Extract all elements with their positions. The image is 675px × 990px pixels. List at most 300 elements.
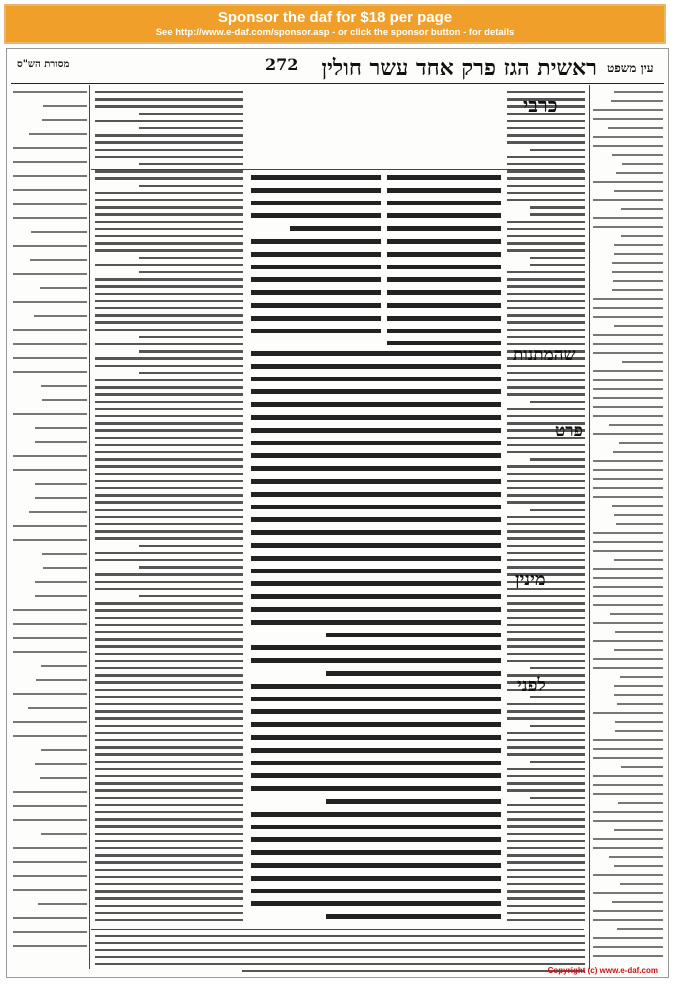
text-line — [507, 854, 585, 856]
text-line — [13, 637, 87, 639]
text-line — [95, 689, 243, 691]
text-line — [251, 402, 501, 407]
masoret-hashas-header: מסורת הש"ס — [17, 59, 70, 70]
text-line — [593, 316, 663, 318]
text-line — [621, 235, 663, 237]
text-line — [251, 428, 501, 433]
text-line — [95, 307, 243, 309]
text-line — [95, 703, 243, 705]
text-line — [95, 963, 585, 965]
text-line — [507, 710, 585, 712]
text-line — [251, 569, 501, 574]
text-line — [387, 213, 501, 218]
text-line — [95, 876, 243, 878]
text-line — [95, 825, 243, 827]
text-line — [95, 494, 243, 496]
text-line — [139, 257, 243, 259]
gemara-text — [251, 349, 501, 925]
text-line — [251, 175, 381, 180]
text-line — [507, 545, 585, 547]
text-line — [13, 245, 87, 247]
text-line — [13, 525, 87, 527]
text-line — [593, 946, 663, 948]
text-line — [251, 889, 501, 894]
text-line — [251, 850, 501, 855]
text-line — [593, 955, 663, 957]
text-line — [40, 287, 87, 289]
text-line — [95, 141, 243, 143]
text-line — [593, 847, 663, 849]
text-line — [612, 154, 663, 156]
text-line — [614, 649, 663, 651]
text-line — [35, 497, 87, 499]
text-line — [614, 865, 663, 867]
text-line — [507, 552, 585, 554]
text-line — [95, 717, 243, 719]
text-line — [13, 805, 87, 807]
text-line — [507, 271, 585, 273]
text-line — [95, 949, 585, 951]
text-line — [13, 931, 87, 933]
text-line — [13, 329, 87, 331]
text-line — [507, 321, 585, 323]
text-line — [608, 127, 663, 129]
text-line — [139, 163, 243, 165]
text-line — [593, 568, 663, 570]
text-line — [614, 829, 663, 831]
text-line — [593, 181, 663, 183]
text-line — [530, 213, 585, 215]
text-line — [95, 509, 243, 511]
text-line — [251, 252, 381, 257]
text-line — [530, 401, 585, 403]
text-line — [34, 315, 87, 317]
text-line — [95, 357, 243, 359]
text-divider — [91, 929, 584, 930]
text-line — [614, 244, 663, 246]
text-line — [139, 595, 243, 597]
text-line — [620, 883, 663, 885]
text-line — [507, 530, 585, 532]
text-line — [387, 265, 501, 270]
header-rule — [11, 83, 664, 84]
text-line — [507, 228, 585, 230]
text-line — [95, 725, 243, 727]
text-line — [507, 249, 585, 251]
text-line — [95, 883, 243, 885]
text-line — [13, 651, 87, 653]
text-line — [593, 739, 663, 741]
text-line — [507, 753, 585, 755]
text-line — [593, 622, 663, 624]
text-line — [95, 386, 243, 388]
text-line — [95, 552, 243, 554]
text-line — [13, 917, 87, 919]
text-line — [507, 660, 585, 662]
text-line — [530, 761, 585, 763]
text-line — [251, 825, 501, 830]
text-line — [612, 262, 663, 264]
text-line — [13, 819, 87, 821]
text-line — [95, 393, 243, 395]
text-line — [13, 861, 87, 863]
text-line — [593, 550, 663, 552]
text-line — [95, 573, 243, 575]
text-line — [507, 199, 585, 201]
text-line — [507, 473, 585, 475]
text-line — [507, 703, 585, 705]
text-line — [507, 624, 585, 626]
text-line — [593, 892, 663, 894]
text-line — [13, 175, 87, 177]
text-line — [95, 905, 243, 907]
text-line — [95, 530, 243, 532]
text-line — [530, 149, 585, 151]
text-line — [621, 766, 663, 768]
text-line — [507, 127, 585, 129]
text-line — [42, 553, 87, 555]
text-line — [507, 897, 585, 899]
text-line — [507, 775, 585, 777]
text-line — [251, 415, 501, 420]
text-line — [387, 239, 501, 244]
text-line — [95, 408, 243, 410]
text-line — [616, 172, 663, 174]
text-line — [614, 685, 663, 687]
text-line — [95, 609, 243, 611]
tosafot-column — [95, 89, 243, 927]
text-line — [139, 336, 243, 338]
text-line — [612, 901, 663, 903]
text-line — [42, 119, 87, 121]
text-line — [593, 406, 663, 408]
text-line — [139, 127, 243, 129]
text-line — [507, 732, 585, 734]
text-line — [507, 609, 585, 611]
text-line — [507, 516, 585, 518]
text-line — [251, 466, 501, 471]
text-line — [507, 919, 585, 921]
text-line — [593, 415, 663, 417]
text-line — [530, 206, 585, 208]
text-line — [614, 253, 663, 255]
text-line — [139, 185, 243, 187]
text-line — [41, 665, 87, 667]
text-line — [95, 617, 243, 619]
text-line — [593, 910, 663, 912]
text-line — [13, 735, 87, 737]
text-line — [242, 970, 585, 972]
text-line — [593, 352, 663, 354]
text-line — [507, 833, 585, 835]
text-line — [593, 145, 663, 147]
text-line — [95, 631, 243, 633]
text-line — [95, 681, 243, 683]
text-line — [42, 399, 87, 401]
text-line — [251, 213, 381, 218]
text-line — [251, 188, 381, 193]
text-line — [387, 201, 501, 206]
column-divider — [89, 85, 90, 969]
text-line — [593, 541, 663, 543]
sponsor-banner[interactable] — [4, 4, 666, 44]
text-line — [251, 364, 501, 369]
text-line — [95, 487, 243, 489]
text-line — [31, 231, 87, 233]
text-line — [507, 912, 585, 914]
text-line — [13, 91, 87, 93]
text-line — [95, 365, 243, 367]
text-line — [38, 903, 87, 905]
text-line — [251, 863, 501, 868]
text-line — [611, 100, 663, 102]
text-line — [13, 203, 87, 205]
text-line — [387, 188, 501, 193]
text-line — [507, 602, 585, 604]
text-line — [507, 631, 585, 633]
text-line — [593, 640, 663, 642]
text-line — [95, 134, 243, 136]
text-line — [28, 707, 87, 709]
text-line — [251, 543, 501, 548]
text-line — [612, 271, 663, 273]
text-line — [619, 442, 663, 444]
text-line — [95, 746, 243, 748]
text-line — [251, 697, 501, 702]
text-line — [95, 422, 243, 424]
text-line — [593, 793, 663, 795]
text-line — [251, 581, 501, 586]
text-line — [530, 257, 585, 259]
text-line — [507, 847, 585, 849]
text-line — [95, 120, 243, 122]
text-line — [139, 372, 243, 374]
text-line — [593, 136, 663, 138]
text-line — [251, 303, 381, 308]
text-line — [507, 242, 585, 244]
text-line — [507, 638, 585, 640]
text-line — [95, 98, 243, 100]
text-line — [614, 694, 663, 696]
text-line — [95, 818, 243, 820]
text-line — [139, 113, 243, 115]
page-number: 272 — [265, 55, 299, 74]
copyright-notice[interactable]: Copyright (c) www.e-daf.com — [547, 966, 658, 975]
text-line — [530, 797, 585, 799]
text-line — [13, 721, 87, 723]
text-line — [95, 588, 243, 590]
text-line — [13, 623, 87, 625]
text-line — [95, 942, 585, 944]
text-line — [95, 329, 243, 331]
text-line — [507, 480, 585, 482]
text-line — [41, 749, 87, 751]
text-line — [251, 709, 501, 714]
text-line — [387, 175, 501, 180]
text-line — [251, 265, 381, 270]
text-line — [251, 735, 501, 740]
text-line — [13, 539, 87, 541]
text-line — [95, 249, 243, 251]
ein-mishpat-header: עין משפט — [607, 61, 654, 75]
text-line — [507, 141, 585, 143]
text-line — [35, 483, 87, 485]
text-line — [13, 455, 87, 457]
text-line — [507, 329, 585, 331]
text-line — [621, 208, 663, 210]
rashi-heading: שהמתנות — [513, 345, 576, 365]
text-line — [95, 581, 243, 583]
text-line — [43, 567, 87, 569]
text-line — [507, 523, 585, 525]
text-line — [13, 791, 87, 793]
text-line — [139, 271, 243, 273]
text-line — [95, 897, 243, 899]
text-line — [507, 465, 585, 467]
text-line — [507, 221, 585, 223]
text-line — [593, 496, 663, 498]
text-line — [139, 566, 243, 568]
text-line — [251, 837, 501, 842]
text-line — [251, 901, 501, 906]
opening-word: כרבי — [523, 93, 558, 117]
text-line — [95, 919, 243, 921]
text-line — [622, 361, 663, 363]
margin-notes-left — [13, 89, 87, 959]
text-line — [95, 170, 243, 172]
text-line — [507, 192, 585, 194]
text-line — [617, 928, 663, 930]
text-line — [507, 235, 585, 237]
text-line — [13, 343, 87, 345]
text-line — [593, 784, 663, 786]
text-line — [530, 725, 585, 727]
text-line — [95, 235, 243, 237]
text-line — [251, 389, 501, 394]
text-line — [507, 300, 585, 302]
text-line — [95, 429, 243, 431]
text-line — [95, 314, 243, 316]
text-line — [622, 163, 663, 165]
text-line — [95, 465, 243, 467]
text-line — [251, 479, 501, 484]
text-line — [95, 523, 243, 525]
text-line — [95, 912, 243, 914]
text-line — [95, 473, 243, 475]
text-line — [251, 684, 501, 689]
text-line — [139, 545, 243, 547]
text-line — [507, 559, 585, 561]
text-line — [326, 799, 501, 804]
text-line — [593, 433, 663, 435]
text-line — [593, 937, 663, 939]
text-line — [251, 607, 501, 612]
text-line — [95, 451, 243, 453]
text-line — [95, 811, 243, 813]
text-line — [95, 516, 243, 518]
text-line — [95, 228, 243, 230]
text-line — [387, 252, 501, 257]
text-line — [95, 91, 243, 93]
gemara-text-top — [251, 173, 381, 343]
text-line — [95, 221, 243, 223]
text-line — [507, 804, 585, 806]
text-line — [251, 201, 381, 206]
text-line — [593, 217, 663, 219]
text-line — [95, 199, 243, 201]
text-line — [507, 278, 585, 280]
text-line — [593, 487, 663, 489]
bottom-commentary — [95, 933, 585, 973]
text-line — [507, 905, 585, 907]
text-line — [95, 797, 243, 799]
text-line — [507, 170, 585, 172]
text-line — [95, 177, 243, 179]
text-line — [13, 161, 87, 163]
text-line — [95, 444, 243, 446]
text-line — [251, 594, 501, 599]
text-line — [95, 869, 243, 871]
text-line — [95, 775, 243, 777]
sponsor-subtitle[interactable]: See http://www.e-daf.com/sponsor.asp - or click the sponsor button - for details — [155, 27, 515, 38]
text-line — [593, 460, 663, 462]
text-line — [41, 385, 87, 387]
text-line — [507, 444, 585, 446]
text-line — [593, 397, 663, 399]
text-line — [593, 757, 663, 759]
text-line — [251, 377, 501, 382]
text-line — [251, 517, 501, 522]
text-line — [507, 595, 585, 597]
text-line — [530, 458, 585, 460]
text-line — [13, 147, 87, 149]
text-line — [593, 379, 663, 381]
text-line — [95, 192, 243, 194]
text-line — [507, 739, 585, 741]
text-line — [251, 277, 381, 282]
text-line — [251, 658, 501, 663]
text-line — [95, 653, 243, 655]
text-line — [95, 401, 243, 403]
text-line — [95, 156, 243, 158]
text-line — [507, 789, 585, 791]
text-line — [593, 667, 663, 669]
text-line — [507, 494, 585, 496]
text-line — [507, 386, 585, 388]
text-line — [95, 890, 243, 892]
rashi-heading: מינין — [515, 569, 546, 590]
text-line — [251, 786, 501, 791]
text-line — [13, 847, 87, 849]
text-line — [613, 451, 663, 453]
text-line — [251, 645, 501, 650]
sponsor-title: Sponsor the daf for $18 per page — [217, 9, 453, 26]
text-line — [95, 847, 243, 849]
text-line — [387, 226, 501, 231]
text-line — [614, 91, 663, 93]
text-line — [95, 321, 243, 323]
text-line — [614, 559, 663, 561]
text-line — [593, 298, 663, 300]
text-line — [593, 811, 663, 813]
text-line — [507, 372, 585, 374]
text-line — [95, 379, 243, 381]
gemara-text-upper — [387, 173, 501, 345]
text-line — [507, 285, 585, 287]
text-line — [95, 753, 243, 755]
text-line — [610, 613, 663, 615]
text-line — [507, 717, 585, 719]
